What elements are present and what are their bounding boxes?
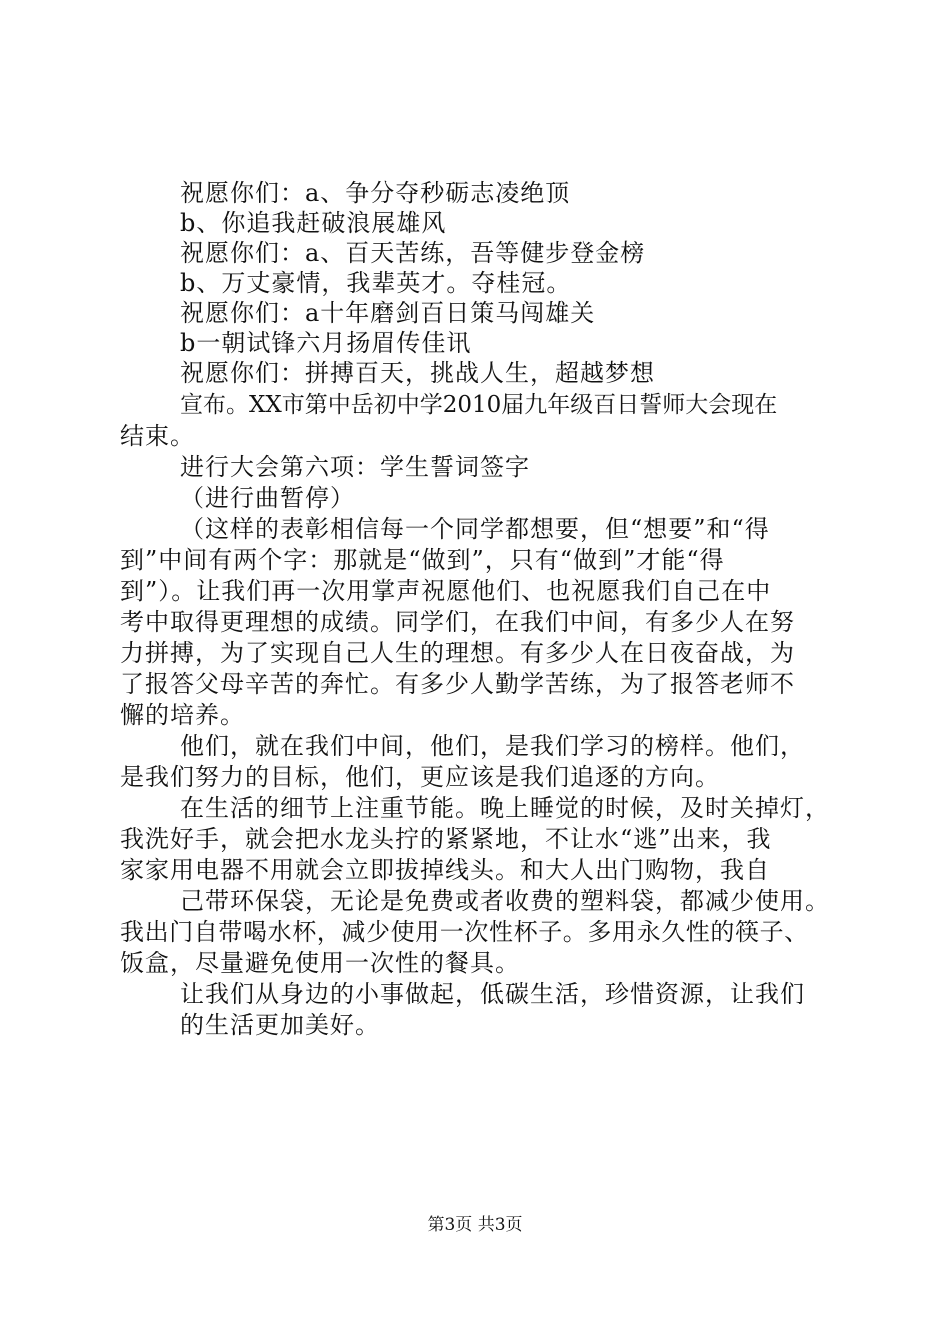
text-line: 进行大会第六项：学生誓词签字 <box>180 453 530 481</box>
text-line: 懈的培养。 <box>120 701 245 729</box>
text-line: 力拼搏，为了实现自己人生的理想。有多少人在日夜奋战，为 <box>120 639 795 667</box>
text-line: 祝愿你们：a、百天苦练，吾等健步登金榜 <box>180 239 646 267</box>
text-line: 祝愿你们：a十年磨剑百日策马闯雄关 <box>180 299 596 327</box>
text-line: 到”中间有两个字：那就是“做到”，只有“做到”才能“得 <box>120 546 725 574</box>
text-line: 己带环保袋，无论是免费或者收费的塑料袋，都减少使用。 <box>180 887 830 915</box>
text-line: 是我们努力的目标，他们，更应该是我们追逐的方向。 <box>120 763 720 791</box>
text-line: 我洗好手，就会把水龙头拧的紧紧地，不让水“逃”出来，我 <box>120 825 772 853</box>
text-line: 祝愿你们：拼搏百天，挑战人生，超越梦想 <box>180 359 655 387</box>
text-line: 考中取得更理想的成绩。同学们，在我们中间，有多少人在努 <box>120 608 795 636</box>
text-line: b、你追我赶破浪展雄风 <box>180 209 447 237</box>
text-line: 我出门自带喝水杯，减少使用一次性杯子。多用永久性的筷子、 <box>120 918 809 946</box>
text-line: 他们，就在我们中间，他们，是我们学习的榜样。他们， <box>180 732 805 760</box>
text-line: 了报答父母辛苦的奔忙。有多少人勤学苦练，为了报答老师不 <box>120 670 795 698</box>
text-line: 家家用电器不用就会立即拔掉线头。和大人出门购物，我自 <box>120 856 770 884</box>
text-line: 到”）。让我们再一次用掌声祝愿他们、也祝愿我们自己在中 <box>120 577 772 605</box>
text-line: 的生活更加美好。 <box>180 1011 380 1039</box>
text-line: b一朝试锋六月扬眉传佳讯 <box>180 329 472 357</box>
text-line: 祝愿你们：a、争分夺秒砺志凌绝顶 <box>180 179 571 207</box>
text-line: 饭盒，尽量避免使用一次性的餐具。 <box>120 949 520 977</box>
text-line: （进行曲暂停） <box>180 484 355 512</box>
page-number-footer: 第3页 共3页 <box>427 1215 523 1235</box>
text-line: （这样的表彰相信每一个同学都想要，但“想要”和“得 <box>180 515 770 543</box>
text-line: 在生活的细节上注重节能。晚上睡觉的时候，及时关掉灯， <box>180 794 830 822</box>
text-line: 让我们从身边的小事做起，低碳生活，珍惜资源，让我们 <box>180 980 805 1008</box>
text-line: b、万丈豪情，我辈英才。夺桂冠。 <box>180 269 572 297</box>
text-line: 宣布。XX市第中岳初中学2010届九年级百日誓师大会现在 <box>180 392 778 418</box>
text-line: 结束。 <box>120 422 195 450</box>
